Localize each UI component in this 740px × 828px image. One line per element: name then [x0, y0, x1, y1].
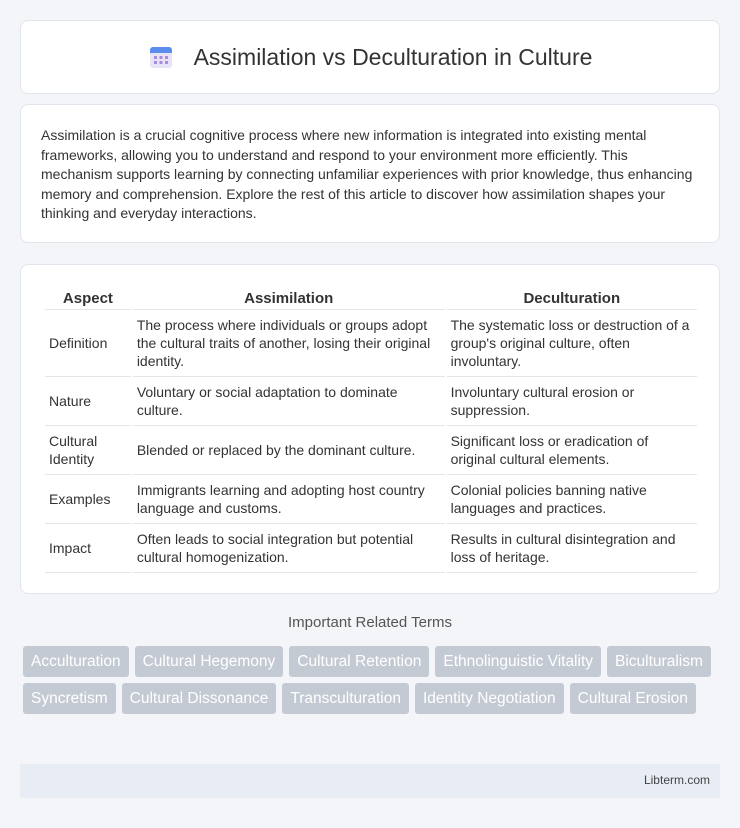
related-term-tag[interactable]: Identity Negotiation	[415, 683, 564, 714]
title-card	[20, 20, 720, 94]
intro-card	[20, 104, 720, 243]
footer-brand[interactable]: Libterm.com	[643, 773, 710, 787]
related-term-tag[interactable]: Acculturation	[23, 646, 129, 677]
related-term-tag[interactable]: Cultural Retention	[289, 646, 429, 677]
related-term-tag[interactable]: Cultural Dissonance	[122, 683, 277, 714]
related-term-tag[interactable]: Ethnolinguistic Vitality	[435, 646, 601, 677]
calendar-icon	[148, 44, 174, 70]
related-terms-title: Important Related Terms	[288, 614, 452, 631]
related-terms-list	[23, 646, 723, 720]
cell-aspect: Cultural Identity	[45, 426, 131, 475]
cell-deculturation: Results in cultural disintegration and loss of heritage.	[447, 524, 697, 573]
comparison-table	[43, 287, 699, 573]
cell-aspect: Impact	[45, 524, 131, 573]
table-row	[45, 377, 697, 426]
intro-text: Assimilation is a crucial cognitive process where new information is integrated into existing mental frameworks, allowing you to understand and respond to your environment more efficiently. This mechanism supports learning by connecting unfamiliar experiences with prior knowledge, thus enhancing memory and comprehension. Explore the rest of this article to discover how assimilation shapes your thinking and everyday interactions.	[41, 127, 693, 222]
cell-aspect: Examples	[45, 475, 131, 524]
table-header-row	[45, 287, 697, 310]
related-term-tag[interactable]: Cultural Hegemony	[135, 646, 284, 677]
cell-assimilation: The process where individuals or groups adopt the cultural traits of another, losing their original identity.	[133, 310, 445, 377]
header-aspect: Aspect	[45, 287, 131, 310]
cell-deculturation: The systematic loss or destruction of a group's original culture, often involuntary.	[447, 310, 697, 377]
comparison-card	[20, 264, 720, 594]
footer	[20, 764, 720, 798]
cell-aspect: Definition	[45, 310, 131, 377]
related-term-tag[interactable]: Cultural Erosion	[570, 683, 696, 714]
table-row	[45, 426, 697, 475]
cell-assimilation: Often leads to social integration but potential cultural homogenization.	[133, 524, 445, 573]
table-row	[45, 310, 697, 377]
page-title: Assimilation vs Deculturation in Culture	[193, 43, 593, 70]
header-assimilation: Assimilation	[133, 287, 445, 310]
cell-deculturation: Significant loss or eradication of original cultural elements.	[447, 426, 697, 475]
cell-deculturation: Colonial policies banning native languages and practices.	[447, 475, 697, 524]
table-row	[45, 475, 697, 524]
cell-assimilation: Blended or replaced by the dominant culture.	[133, 426, 445, 475]
cell-assimilation: Immigrants learning and adopting host country language and customs.	[133, 475, 445, 524]
cell-assimilation: Voluntary or social adaptation to dominate culture.	[133, 377, 445, 426]
header-deculturation: Deculturation	[447, 287, 697, 310]
table-row	[45, 524, 697, 573]
related-term-tag[interactable]: Transculturation	[282, 683, 409, 714]
cell-deculturation: Involuntary cultural erosion or suppression.	[447, 377, 697, 426]
related-term-tag[interactable]: Syncretism	[23, 683, 116, 714]
related-term-tag[interactable]: Biculturalism	[607, 646, 711, 677]
cell-aspect: Nature	[45, 377, 131, 426]
